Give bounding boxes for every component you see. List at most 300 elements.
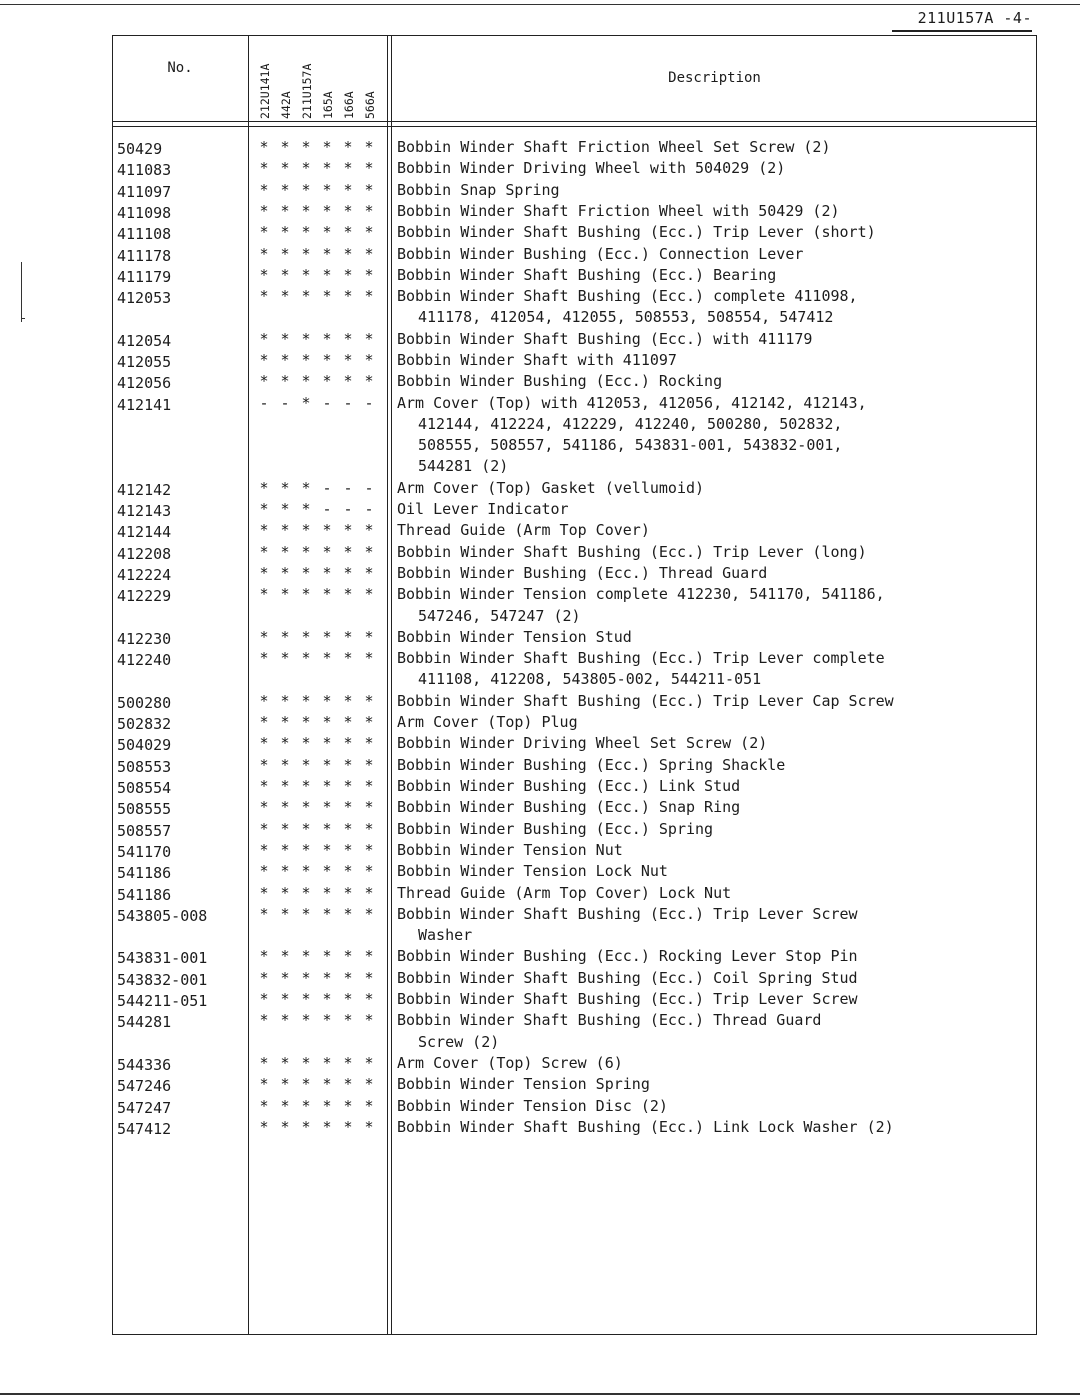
- applicability-star: *: [343, 265, 353, 284]
- part-number: 411108: [117, 225, 172, 244]
- part-number: 543805-008: [117, 906, 208, 925]
- applicability-star: *: [343, 777, 353, 795]
- applicability-star: *: [343, 351, 353, 369]
- part-description: Bobbin Winder Tension Stud: [397, 627, 632, 646]
- part-description: Bobbin Winder Shaft Bushing (Ecc.) Trip Lever Screw: [397, 990, 858, 1008]
- applicability-star: *: [280, 287, 290, 306]
- applicability-star: *: [280, 862, 290, 881]
- applicability-star: *: [301, 627, 311, 646]
- applicability-star: *: [364, 265, 374, 284]
- applicability-star: *: [301, 542, 311, 561]
- applicability-star: *: [301, 393, 311, 412]
- part-description: Bobbin Winder Bushing (Ecc.) Connection Lever: [397, 244, 804, 263]
- applicability-star: *: [259, 990, 269, 1008]
- part-description: Bobbin Winder Bushing (Ecc.) Rocking: [397, 372, 723, 391]
- applicability-star: *: [280, 159, 290, 178]
- applicability-star: *: [280, 201, 290, 220]
- applicability-star: *: [322, 819, 332, 838]
- applicability-star: *: [280, 564, 290, 582]
- part-description: Arm Cover (Top) with 412053, 412056, 412142, 412143,: [397, 393, 867, 412]
- applicability-star: *: [259, 542, 269, 561]
- applicability-star: *: [322, 947, 332, 966]
- applicability-star: *: [343, 1075, 353, 1094]
- applicability-star: *: [301, 287, 311, 306]
- applicability-dash: -: [364, 478, 374, 497]
- applicability-star: *: [364, 883, 374, 902]
- part-description: Bobbin Winder Tension Nut: [397, 840, 623, 859]
- applicability-star: *: [364, 947, 374, 966]
- part-number: 412230: [117, 629, 172, 648]
- applicability-star: *: [364, 649, 374, 668]
- applicability-star: *: [364, 372, 374, 391]
- part-number: 508554: [117, 779, 172, 797]
- applicability-star: *: [343, 287, 353, 306]
- part-description-continued: 547246, 547247 (2): [418, 606, 581, 625]
- applicability-star: *: [343, 883, 353, 902]
- part-number: 547246: [117, 1077, 172, 1096]
- part-description: Oil Lever Indicator: [397, 500, 569, 519]
- part-number: 411178: [117, 246, 172, 265]
- applicability-star: *: [364, 990, 374, 1008]
- applicability-star: *: [259, 201, 269, 220]
- part-description: Arm Cover (Top) Screw (6): [397, 1053, 623, 1072]
- applicability-star: *: [301, 1117, 311, 1136]
- applicability-star: *: [301, 244, 311, 263]
- header-divider: [112, 121, 1037, 122]
- applicability-dash: -: [343, 500, 353, 519]
- part-number: 412055: [117, 353, 172, 371]
- applicability-star: *: [322, 1117, 332, 1136]
- applicability-star: *: [364, 904, 374, 923]
- applicability-dash: -: [322, 500, 332, 519]
- applicability-star: *: [259, 819, 269, 838]
- part-description: Bobbin Winder Driving Wheel with 504029 (2): [397, 159, 786, 178]
- part-description-continued: 411178, 412054, 412055, 508553, 508554, 547412: [418, 308, 834, 327]
- part-description: Bobbin Winder Shaft Bushing (Ecc.) Trip Lever (long): [397, 542, 867, 561]
- part-number: 412053: [117, 289, 172, 308]
- applicability-star: *: [364, 351, 374, 369]
- part-description: Bobbin Winder Tension Disc (2): [397, 1096, 668, 1115]
- applicability-star: *: [322, 372, 332, 391]
- applicability-star: *: [280, 1053, 290, 1072]
- part-number: 411098: [117, 203, 172, 222]
- applicability-star: *: [259, 500, 269, 519]
- applicability-star: *: [301, 201, 311, 220]
- applicability-star: *: [322, 904, 332, 923]
- part-description: Bobbin Winder Bushing (Ecc.) Link Stud: [397, 777, 741, 795]
- applicability-star: *: [301, 691, 311, 710]
- applicability-star: *: [259, 521, 269, 540]
- applicability-star: *: [343, 1117, 353, 1136]
- part-description: Bobbin Winder Shaft Bushing (Ecc.) with 411179: [397, 329, 813, 348]
- applicability-star: *: [280, 223, 290, 242]
- applicability-star: *: [259, 734, 269, 753]
- part-number: 508555: [117, 800, 172, 819]
- applicability-star: *: [322, 201, 332, 220]
- applicability-star: *: [259, 968, 269, 987]
- applicability-star: *: [259, 138, 269, 156]
- applicability-star: *: [301, 265, 311, 284]
- applicability-star: *: [364, 798, 374, 817]
- applicability-star: *: [322, 649, 332, 668]
- part-number: 547247: [117, 1098, 172, 1117]
- part-number: 541186: [117, 885, 172, 904]
- applicability-dash: -: [343, 393, 353, 412]
- applicability-star: *: [301, 223, 311, 242]
- applicability-star: *: [280, 649, 290, 668]
- applicability-star: *: [280, 904, 290, 923]
- column-divider-models: [391, 35, 392, 1335]
- model-column-header: [300, 35, 314, 120]
- applicability-star: *: [301, 329, 311, 348]
- applicability-star: *: [259, 649, 269, 668]
- applicability-star: *: [364, 201, 374, 220]
- applicability-star: *: [343, 180, 353, 199]
- part-number: 412056: [117, 374, 172, 393]
- part-description: Bobbin Winder Shaft Bushing (Ecc.) Thread Guard: [397, 1011, 822, 1030]
- applicability-star: *: [301, 990, 311, 1008]
- part-number: 411097: [117, 182, 172, 201]
- model-column-label: 166A: [342, 91, 356, 119]
- applicability-star: *: [322, 734, 332, 753]
- applicability-star: *: [259, 1011, 269, 1030]
- applicability-star: *: [343, 649, 353, 668]
- applicability-star: *: [259, 862, 269, 881]
- applicability-star: *: [343, 798, 353, 817]
- applicability-star: *: [259, 351, 269, 369]
- applicability-star: *: [259, 1117, 269, 1136]
- column-divider-no: [248, 35, 249, 1335]
- part-description: Bobbin Winder Shaft Bushing (Ecc.) Coil Spring Stud: [397, 968, 858, 987]
- applicability-star: *: [322, 180, 332, 199]
- part-description: Bobbin Winder Shaft Bushing (Ecc.) Bearing: [397, 265, 777, 284]
- applicability-star: *: [280, 691, 290, 710]
- part-number: 412142: [117, 480, 172, 499]
- applicability-star: *: [343, 840, 353, 859]
- applicability-star: *: [322, 223, 332, 242]
- part-description: Bobbin Winder Shaft with 411097: [397, 351, 677, 369]
- applicability-dash: -: [364, 500, 374, 519]
- applicability-star: *: [301, 734, 311, 753]
- applicability-star: *: [364, 521, 374, 540]
- applicability-star: *: [259, 329, 269, 348]
- margin-mark-tick: [21, 318, 25, 320]
- applicability-star: *: [280, 244, 290, 263]
- applicability-star: *: [364, 180, 374, 199]
- applicability-star: *: [343, 138, 353, 156]
- part-description-continued: 411108, 412208, 543805-002, 544211-051: [418, 670, 762, 689]
- part-description: Bobbin Snap Spring: [397, 180, 560, 199]
- part-number: 412240: [117, 651, 172, 670]
- applicability-star: *: [343, 223, 353, 242]
- applicability-star: *: [322, 883, 332, 902]
- applicability-star: *: [364, 159, 374, 178]
- part-description: Bobbin Winder Tension complete 412230, 541170, 541186,: [397, 585, 885, 604]
- applicability-star: *: [280, 947, 290, 966]
- column-header-no: No.: [167, 60, 193, 76]
- applicability-star: *: [259, 223, 269, 242]
- part-description: Bobbin Winder Shaft Friction Wheel with 50429 (2): [397, 201, 840, 220]
- applicability-star: *: [259, 840, 269, 859]
- margin-mark: [21, 262, 23, 322]
- applicability-star: *: [322, 1096, 332, 1115]
- applicability-star: *: [343, 947, 353, 966]
- applicability-star: *: [322, 585, 332, 604]
- applicability-star: *: [301, 138, 311, 156]
- part-description: Arm Cover (Top) Plug: [397, 713, 578, 732]
- applicability-star: *: [343, 627, 353, 646]
- applicability-star: *: [322, 777, 332, 795]
- part-description: Bobbin Winder Shaft Bushing (Ecc.) Trip Lever Cap Screw: [397, 691, 894, 710]
- applicability-star: *: [364, 777, 374, 795]
- applicability-star: *: [301, 755, 311, 774]
- applicability-star: *: [259, 627, 269, 646]
- part-description: Arm Cover (Top) Gasket (vellumoid): [397, 478, 705, 497]
- part-number: 508553: [117, 757, 172, 776]
- applicability-star: *: [259, 1075, 269, 1094]
- applicability-star: *: [280, 521, 290, 540]
- applicability-star: *: [343, 968, 353, 987]
- applicability-star: *: [280, 819, 290, 838]
- applicability-star: *: [322, 627, 332, 646]
- part-number: 412054: [117, 331, 172, 350]
- applicability-star: *: [259, 1053, 269, 1072]
- model-column-header: [363, 35, 377, 120]
- top-rule: [0, 4, 1080, 5]
- applicability-star: *: [364, 819, 374, 838]
- applicability-star: *: [322, 968, 332, 987]
- applicability-star: *: [259, 585, 269, 604]
- applicability-star: *: [364, 564, 374, 582]
- applicability-star: *: [280, 478, 290, 497]
- model-column-label: 211U157A: [300, 63, 314, 119]
- bottom-rule: [0, 1393, 1080, 1395]
- applicability-star: *: [343, 904, 353, 923]
- part-number: 412141: [117, 395, 172, 414]
- applicability-star: *: [343, 329, 353, 348]
- applicability-star: *: [322, 798, 332, 817]
- part-number: 502832: [117, 715, 172, 734]
- applicability-star: *: [259, 287, 269, 306]
- applicability-star: *: [343, 862, 353, 881]
- applicability-star: *: [343, 691, 353, 710]
- applicability-star: *: [364, 1096, 374, 1115]
- applicability-star: *: [301, 777, 311, 795]
- column-header-description: Description: [668, 70, 761, 86]
- part-number: 411083: [117, 161, 172, 180]
- applicability-star: *: [364, 755, 374, 774]
- applicability-star: *: [259, 713, 269, 732]
- applicability-star: *: [322, 138, 332, 156]
- part-description: Bobbin Winder Tension Lock Nut: [397, 862, 668, 881]
- part-number: 543831-001: [117, 949, 208, 968]
- applicability-star: *: [322, 244, 332, 263]
- part-description: Bobbin Winder Bushing (Ecc.) Spring Shackle: [397, 755, 786, 774]
- applicability-star: *: [364, 968, 374, 987]
- model-column-label: 212U141A: [258, 63, 272, 119]
- part-description-continued: 412144, 412224, 412229, 412240, 500280, 502832,: [418, 414, 843, 433]
- applicability-star: *: [301, 500, 311, 519]
- applicability-star: *: [280, 713, 290, 732]
- applicability-dash: -: [322, 478, 332, 497]
- part-description: Bobbin Winder Tension Spring: [397, 1075, 650, 1094]
- applicability-star: *: [259, 883, 269, 902]
- applicability-star: *: [301, 180, 311, 199]
- applicability-star: *: [322, 329, 332, 348]
- applicability-star: *: [364, 329, 374, 348]
- part-number: 412144: [117, 523, 172, 542]
- column-divider-models-inner: [387, 35, 388, 1335]
- applicability-star: *: [301, 585, 311, 604]
- applicability-star: *: [259, 244, 269, 263]
- applicability-star: *: [259, 159, 269, 178]
- part-number: 541170: [117, 842, 172, 861]
- applicability-star: *: [322, 159, 332, 178]
- applicability-star: *: [301, 1053, 311, 1072]
- applicability-star: *: [364, 138, 374, 156]
- applicability-star: *: [301, 372, 311, 391]
- part-description-continued: Screw (2): [418, 1032, 500, 1051]
- applicability-star: *: [259, 691, 269, 710]
- applicability-star: *: [364, 542, 374, 561]
- applicability-star: *: [322, 1053, 332, 1072]
- part-description: Bobbin Winder Bushing (Ecc.) Snap Ring: [397, 798, 741, 817]
- applicability-star: *: [259, 265, 269, 284]
- applicability-star: *: [343, 564, 353, 582]
- applicability-star: *: [343, 521, 353, 540]
- applicability-star: *: [364, 840, 374, 859]
- applicability-star: *: [364, 1075, 374, 1094]
- applicability-star: *: [259, 777, 269, 795]
- applicability-star: *: [280, 265, 290, 284]
- model-column-header: [321, 35, 335, 120]
- part-number: 543832-001: [117, 970, 208, 989]
- applicability-star: *: [280, 990, 290, 1008]
- part-description: Bobbin Winder Shaft Bushing (Ecc.) Trip Lever complete: [397, 649, 885, 668]
- header-divider-double: [112, 126, 1037, 127]
- part-number: 412143: [117, 502, 172, 521]
- part-number: 412229: [117, 587, 172, 606]
- part-description: Thread Guide (Arm Top Cover) Lock Nut: [397, 883, 732, 902]
- model-column-label: 566A: [363, 91, 377, 119]
- applicability-star: *: [343, 159, 353, 178]
- applicability-star: *: [322, 564, 332, 582]
- part-number: 50429: [117, 140, 163, 158]
- applicability-star: *: [364, 713, 374, 732]
- applicability-star: *: [280, 500, 290, 519]
- applicability-star: *: [364, 691, 374, 710]
- part-description: Bobbin Winder Bushing (Ecc.) Thread Guard: [397, 564, 768, 582]
- applicability-star: *: [280, 883, 290, 902]
- applicability-star: *: [364, 1117, 374, 1136]
- applicability-star: *: [280, 840, 290, 859]
- applicability-star: *: [322, 1011, 332, 1030]
- applicability-star: *: [322, 542, 332, 561]
- part-number: 500280: [117, 693, 172, 712]
- applicability-star: *: [280, 585, 290, 604]
- part-description: Bobbin Winder Shaft Bushing (Ecc.) Link Lock Washer (2): [397, 1117, 894, 1136]
- applicability-star: *: [343, 244, 353, 263]
- applicability-star: *: [301, 819, 311, 838]
- part-number: 541186: [117, 864, 172, 883]
- applicability-star: *: [280, 755, 290, 774]
- applicability-star: *: [280, 138, 290, 156]
- applicability-star: *: [364, 223, 374, 242]
- applicability-dash: -: [343, 478, 353, 497]
- applicability-star: *: [280, 968, 290, 987]
- applicability-star: *: [343, 1053, 353, 1072]
- applicability-star: *: [301, 1011, 311, 1030]
- applicability-star: *: [322, 287, 332, 306]
- applicability-dash: -: [280, 393, 290, 412]
- page-reference-underline: [892, 30, 1032, 32]
- applicability-star: *: [280, 1096, 290, 1115]
- applicability-star: *: [259, 564, 269, 582]
- applicability-star: *: [301, 159, 311, 178]
- applicability-star: *: [343, 1011, 353, 1030]
- applicability-star: *: [280, 734, 290, 753]
- applicability-star: *: [280, 627, 290, 646]
- part-description-continued: 544281 (2): [418, 457, 509, 476]
- part-number: 544281: [117, 1013, 172, 1032]
- applicability-star: *: [259, 798, 269, 817]
- part-number: 504029: [117, 736, 172, 755]
- applicability-dash: -: [259, 393, 269, 412]
- model-column-label: 442A: [279, 91, 293, 119]
- applicability-star: *: [343, 542, 353, 561]
- part-number: 547412: [117, 1119, 172, 1138]
- applicability-star: *: [280, 372, 290, 391]
- applicability-star: *: [364, 734, 374, 753]
- applicability-star: *: [364, 287, 374, 306]
- part-description: Bobbin Winder Shaft Bushing (Ecc.) Trip Lever (short): [397, 223, 876, 242]
- applicability-star: *: [280, 329, 290, 348]
- part-number: 411179: [117, 267, 172, 286]
- part-description: Bobbin Winder Bushing (Ecc.) Spring: [397, 819, 714, 838]
- applicability-star: *: [259, 947, 269, 966]
- applicability-star: *: [280, 542, 290, 561]
- applicability-star: *: [259, 372, 269, 391]
- applicability-star: *: [343, 819, 353, 838]
- applicability-star: *: [343, 734, 353, 753]
- applicability-star: *: [322, 713, 332, 732]
- applicability-dash: -: [322, 393, 332, 412]
- applicability-star: *: [259, 478, 269, 497]
- applicability-star: *: [343, 713, 353, 732]
- applicability-star: *: [322, 265, 332, 284]
- model-column-header: [279, 35, 293, 120]
- part-description: Bobbin Winder Shaft Bushing (Ecc.) complete 411098,: [397, 287, 858, 306]
- part-description-continued: 508555, 508557, 541186, 543831-001, 543832-001,: [418, 436, 843, 455]
- applicability-star: *: [301, 1075, 311, 1094]
- applicability-star: *: [301, 713, 311, 732]
- applicability-star: *: [301, 862, 311, 881]
- applicability-dash: -: [364, 393, 374, 412]
- model-column-header: [342, 35, 356, 120]
- applicability-star: *: [343, 1096, 353, 1115]
- applicability-star: *: [343, 201, 353, 220]
- applicability-star: *: [301, 351, 311, 369]
- applicability-star: *: [301, 649, 311, 668]
- part-description-continued: Washer: [418, 926, 473, 945]
- part-description: Bobbin Winder Shaft Friction Wheel Set Screw (2): [397, 138, 831, 156]
- applicability-star: *: [280, 777, 290, 795]
- applicability-star: *: [343, 372, 353, 391]
- part-number: 544336: [117, 1055, 172, 1074]
- part-number: 412224: [117, 566, 172, 584]
- applicability-star: *: [280, 798, 290, 817]
- applicability-star: *: [301, 798, 311, 817]
